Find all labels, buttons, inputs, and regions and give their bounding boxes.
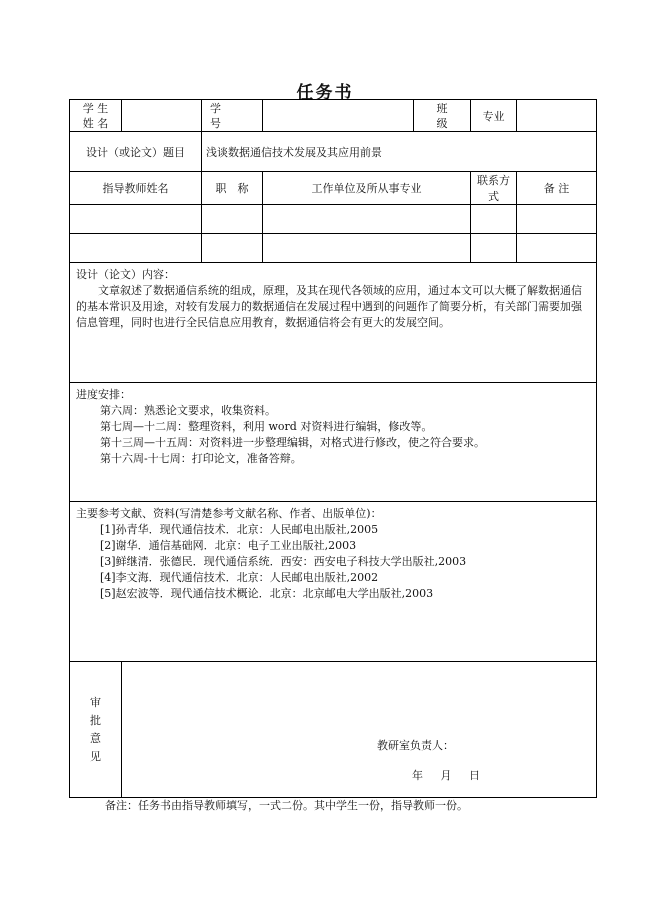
approval-label: 审 批 意 见 <box>70 662 122 798</box>
approval-signer-label: 教研室负责人： <box>377 739 454 752</box>
references-section <box>70 502 597 662</box>
student-id-field[interactable] <box>263 100 414 132</box>
class-label: 班 级 <box>414 100 471 132</box>
advisor-name-header: 指导教师姓名 <box>70 172 202 205</box>
content-heading: 设计（论文）内容： <box>76 268 175 281</box>
content-row <box>70 263 597 383</box>
approval-date: 年 月 日 <box>412 769 480 782</box>
student-id-label: 学 号 <box>202 100 263 132</box>
advisor-contact-field[interactable] <box>471 234 517 263</box>
reference-item: [5]赵宏波等．现代通信技术概论．北京：北京邮电大学出版社,2003 <box>100 587 434 600</box>
topic-label: 设计（或论文）题目 <box>70 132 202 172</box>
student-name-label: 学 生 姓 名 <box>70 100 122 132</box>
topic-value: 浅谈数据通信技术发展及其应用前景 <box>202 132 597 172</box>
reference-item: [3]鲜继清．张德民．现代通信系统．西安：西安电子科技大学出版社,2003 <box>100 555 467 568</box>
topic-row <box>70 132 597 172</box>
advisor-row <box>70 205 597 234</box>
advisor-name-field[interactable] <box>70 205 202 234</box>
advisor-contact-field[interactable] <box>471 205 517 234</box>
advisor-name-field[interactable] <box>70 234 202 263</box>
approval-field[interactable] <box>122 662 597 798</box>
page-title: 任务书 <box>296 83 354 103</box>
approval-row <box>70 662 597 798</box>
advisor-remark-field[interactable] <box>517 205 597 234</box>
content-section <box>70 263 597 383</box>
advisor-contact-header: 联系方式 <box>471 172 517 205</box>
schedule-heading: 进度安排： <box>76 388 131 401</box>
student-info-row <box>70 100 597 132</box>
major-label: 专业 <box>471 100 517 132</box>
advisor-row <box>70 234 597 263</box>
advisor-title-field[interactable] <box>202 234 263 263</box>
content-text: 文章叙述了数据通信系统的组成，原理，及其在现代各领域的应用，通过本文可以大概了解数据通信的基本常识及用途，对较有发展力的数据通信在发展过程中遇到的问题作了简要分析，有关部门需要加强信息管理，同时也进行全民信息应用教育，数据通信将会有更大的发展空间。 <box>76 284 582 329</box>
advisor-unit-field[interactable] <box>263 234 471 263</box>
schedule-section <box>70 383 597 502</box>
schedule-row <box>70 383 597 502</box>
advisor-unit-header: 工作单位及所从事专业 <box>263 172 471 205</box>
schedule-item: 第六周：熟悉论文要求，收集资料。 <box>100 404 276 417</box>
schedule-item: 第十三周—十五周：对资料进一步整理编辑，对格式进行修改，使之符合要求。 <box>100 436 485 449</box>
major-field[interactable] <box>517 100 597 132</box>
footer-note: 备注：任务书由指导教师填写，一式二份。其中学生一份，指导教师一份。 <box>105 799 468 812</box>
advisor-title-header: 职 称 <box>202 172 263 205</box>
reference-item: [4]李文海．现代通信技术．北京：人民邮电出版社,2002 <box>100 571 379 584</box>
schedule-item: 第七周—十二周：整理资料，利用 word 对资料进行编辑，修改等。 <box>100 420 433 433</box>
advisor-title-field[interactable] <box>202 205 263 234</box>
references-row <box>70 502 597 662</box>
advisor-header-row <box>70 172 597 205</box>
student-name-field[interactable] <box>122 100 202 132</box>
advisor-unit-field[interactable] <box>263 205 471 234</box>
task-form-table <box>69 99 597 798</box>
reference-item: [2]谢华．通信基础网．北京：电子工业出版社,2003 <box>100 539 357 552</box>
reference-item: [1]孙青华．现代通信技术．北京：人民邮电出版社,2005 <box>100 523 379 536</box>
advisor-remark-header: 备 注 <box>517 172 597 205</box>
references-heading: 主要参考文献、资料(写清楚参考文献名称、作者、出版单位)： <box>76 507 382 520</box>
schedule-item: 第十六周-十七周：打印论文，准备答辩。 <box>100 452 302 465</box>
advisor-remark-field[interactable] <box>517 234 597 263</box>
